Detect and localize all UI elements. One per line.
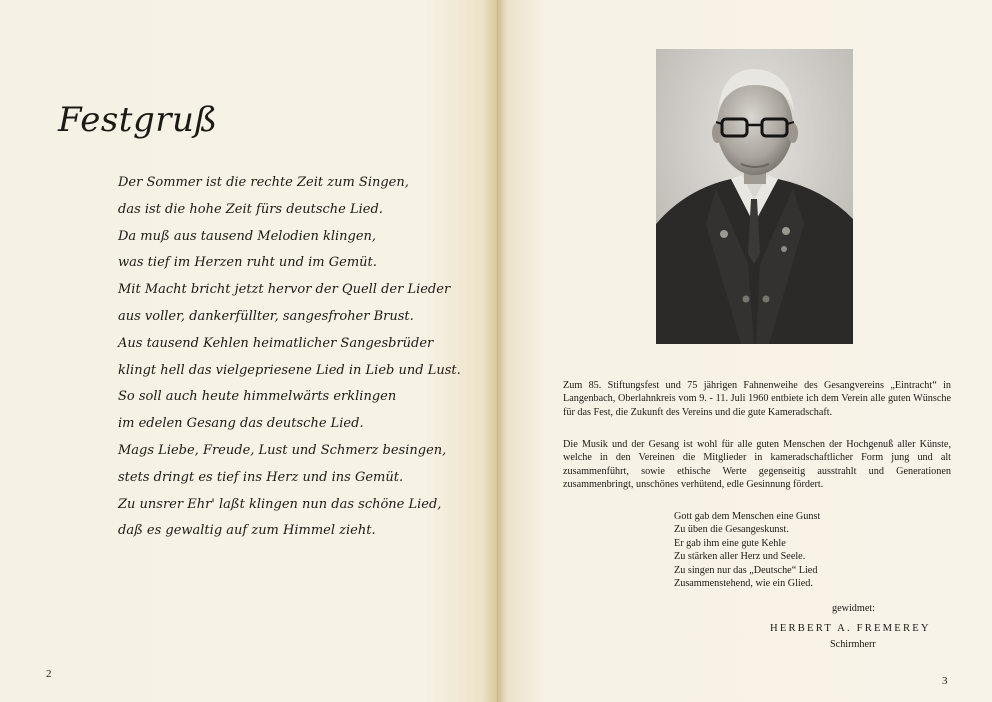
verse-line: Zusammenstehend, wie ein Glied.: [674, 577, 813, 589]
poem-line: Aus tausend Kehlen heimatlicher Sangesbrüder: [118, 335, 434, 351]
poem-line: So soll auch heute himmelwärts erklingen: [118, 389, 397, 405]
verse-line: Zu stärken aller Herz und Seele.: [674, 551, 806, 563]
poem-line: Mit Macht bricht jetzt hervor der Quell der Lieder: [118, 282, 451, 298]
poem-line: das ist die hohe Zeit fürs deutsche Lied.: [118, 201, 383, 217]
verse: [674, 510, 820, 590]
verse-line: Gott gab dem Menschen eine Gunst: [674, 511, 821, 522]
poem-line: was tief im Herzen ruht und im Gemüt.: [118, 255, 377, 271]
verse-line: Er gab ihm eine gute Kehle: [674, 537, 786, 549]
page-number-left: 2: [46, 668, 52, 680]
portrait-image: [656, 49, 853, 344]
poem-line: im edelen Gesang das deutsche Lied.: [118, 416, 364, 432]
patron-name: HERBERT A. FREMEREY: [770, 623, 931, 634]
music-paragraph: Die Musik und der Gesang ist wohl für alle guten Menschen der Hochgenuß aller Künste, welche in den Vereinen die Mitglieder in kameradschaftlicher Form jung und alt zusammenführt, sowie ethische Werte gegenseitig ausstrahlt und Generationen zusammenbringt, unschönes verhütend, edle Gesinnung fördert.: [563, 439, 951, 490]
poem-line: Zu unsrer Ehr' laßt klingen nun das schöne Lied,: [118, 496, 442, 512]
poem-line: Mags Liebe, Freude, Lust und Schmerz besingen,: [118, 442, 447, 458]
verse-line: Zu singen nur das „Deutsche“ Lied: [674, 564, 818, 576]
verse-line: Zu üben die Gesangeskunst.: [674, 524, 789, 536]
poem: [118, 170, 461, 545]
patron-role: Schirmherr: [830, 639, 876, 650]
page-title: Festgruß: [58, 100, 218, 140]
poem-line: Da muß aus tausend Melodien klingen,: [118, 228, 377, 244]
poem-line: daß es gewaltig auf zum Himmel zieht.: [118, 523, 376, 539]
poem-line: klingt hell das vielgepriesene Lied in Lieb und Lust.: [118, 362, 461, 378]
poem-line: stets dringt es tief ins Herz und ins Gemüt.: [118, 469, 404, 485]
intro-paragraph: Zum 85. Stiftungsfest und 75 jährigen Fahnenweihe des Gesangvereins „Eintracht“ in Langenbach, Oberlahnkreis vom 9. - 11. Juli 1960 entbiete ich dem Verein alle guten Wünsche für das Fest, die Zukunft des Vereins und die gute Kameradschaft.: [563, 380, 951, 418]
poem-line: Der Sommer ist die rechte Zeit zum Singen,: [118, 175, 409, 190]
page-number-right: 3: [942, 675, 948, 687]
portrait-photo: [656, 49, 853, 344]
dedication-label: gewidmet:: [832, 603, 876, 614]
poem-line: aus voller, dankerfüllter, sangesfroher Brust.: [118, 308, 414, 324]
